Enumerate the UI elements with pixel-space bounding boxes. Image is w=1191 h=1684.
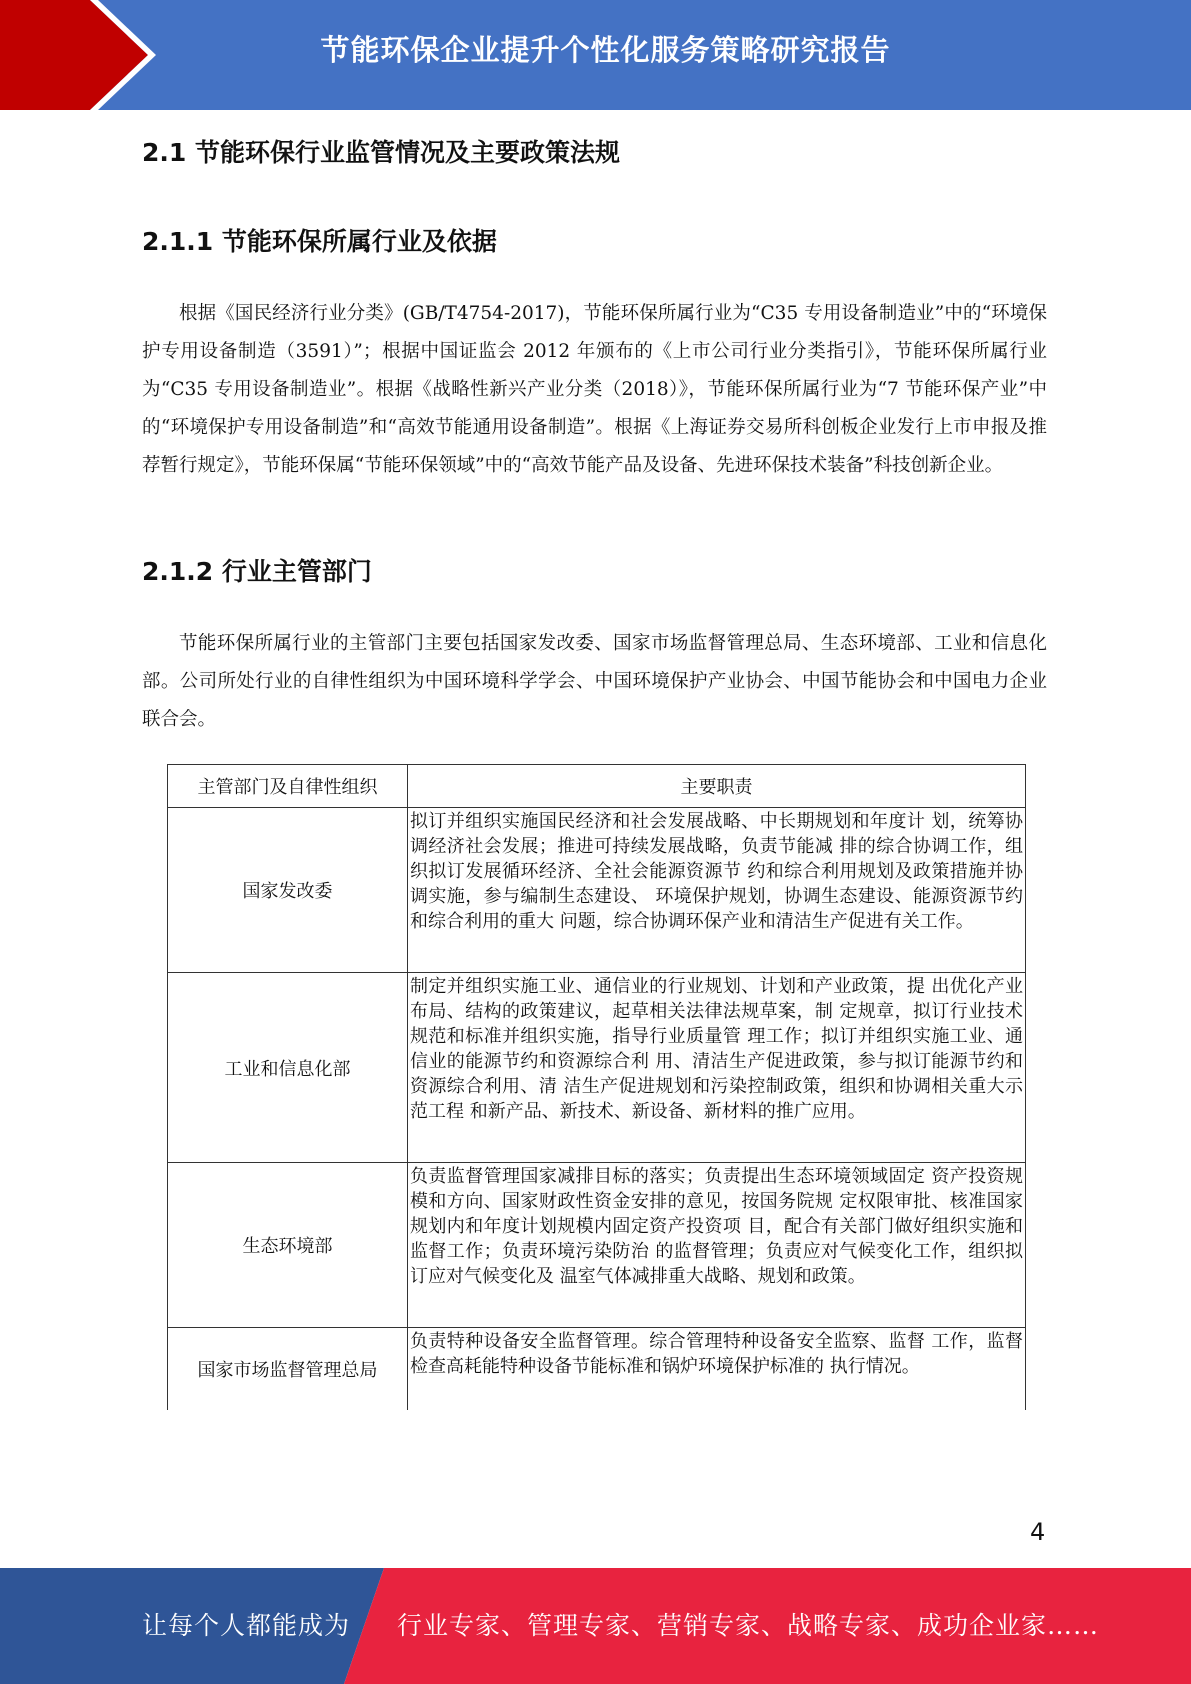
authorities-table [167, 764, 1026, 1410]
table-cell-dept: 国家市场监督管理总局 [168, 1328, 408, 1410]
subsection-heading-authorities: 2.1.2 行业主管部门 [142, 557, 372, 586]
table-cell-dept: 国家发改委 [168, 808, 408, 973]
table-cell-duty: 制定并组织实施工业、通信业的行业规划、计划和产业政策，提 出优化产业布局、结构的政策建议，起草相关法律法规草案，制 定规章，拟订行业技术规范和标准并组织实施，指导行业质量管 理工作；拟订并组织实施工业、通信业的能源节约和资源综合利 用、清洁生产促进政策，参与拟订能源节约和资源综合利用、清 洁生产促进规划和污染控制政策，组织和协调相关重大示范工程 和新产品、新技术、新设备、新材料的推广应用。 [408, 973, 1026, 1163]
table-row [168, 973, 1026, 1163]
table-cell-duty: 拟订并组织实施国民经济和社会发展战略、中长期规划和年度计 划，统筹协调经济社会发展；推进可持续发展战略，负责节能减 排的综合协调工作，组织拟订发展循环经济、全社会能源资源节 约和综合利用规划及政策措施并协调实施，参与编制生态建设、 环境保护规划，协调生态建设、能源资源节约和综合利用的重大 问题，综合协调环保产业和清洁生产促进有关工作。 [408, 808, 1026, 973]
footer-slogan-left: 让每个人都能成为 [142, 1611, 351, 1640]
page-header [0, 0, 1191, 110]
table-header-row [168, 765, 1026, 808]
subsection-heading-industry: 2.1.1 节能环保所属行业及依据 [142, 227, 497, 256]
authorities-paragraph: 节能环保所属行业的主管部门主要包括国家发改委、国家市场监督管理总局、生态环境部、工业和信息化部。公司所处行业的自律性组织为中国环境科学学会、中国环境保护产业协会、中国节能协会和中国电力企业联合会。 [142, 633, 1047, 730]
report-title: 节能环保企业提升个性化服务策略研究报告 [320, 33, 891, 67]
table-row [168, 1328, 1026, 1410]
page-number: 4 [1030, 1518, 1046, 1546]
footer-slogan-right: 行业专家、管理专家、营销专家、战略专家、成功企业家…… [397, 1611, 1100, 1640]
table-cell-duty: 负责监督管理国家减排目标的落实；负责提出生态环境领域固定 资产投资规模和方向、国家财政性资金安排的意见，按国务院规 定权限审批、核准国家规划内和年度计划规模内固定资产投资项 目，配合有关部门做好组织实施和监督工作；负责环境污染防治 的监督管理；负责应对气候变化工作，组织拟订应对气候变化及 温室气体减排重大战略、规划和政策。 [408, 1163, 1026, 1328]
table-cell-dept: 工业和信息化部 [168, 973, 408, 1163]
table-cell-dept: 生态环境部 [168, 1163, 408, 1328]
industry-paragraph: 根据《国民经济行业分类》(GB/T4754-2017)，节能环保所属行业为“C35 专用设备制造业”中的“环境保护专用设备制造（3591）”；根据中国证监会 2012 年颁布的《上市公司行业分类指引》，节能环保所属行业为“C35 专用设备制造业”。根据《战略性新兴产业分类（2018）》，节能环保所属行业为“7 节能环保产业”中的“环境保护专用设备制造”和“高效节能通用设备制造”。根据《上海证券交易所科创板企业发行上市申报及推荐暂行规定》，节能环保属“节能环保领域”中的“高效节能产品及设备、先进环保技术装备”科技创新企业。 [142, 303, 1047, 476]
page-footer [0, 1568, 1191, 1684]
table-row [168, 808, 1026, 973]
table-header-duty: 主要职责 [408, 765, 1026, 808]
section-heading: 2.1 节能环保行业监管情况及主要政策法规 [142, 138, 620, 167]
table-row [168, 1163, 1026, 1328]
table-cell-duty: 负责特种设备安全监督管理。综合管理特种设备安全监察、监督 工作，监督检查高耗能特种设备节能标准和锅炉环境保护标准的 执行情况。 [408, 1328, 1026, 1410]
table-header-dept: 主管部门及自律性组织 [168, 765, 408, 808]
